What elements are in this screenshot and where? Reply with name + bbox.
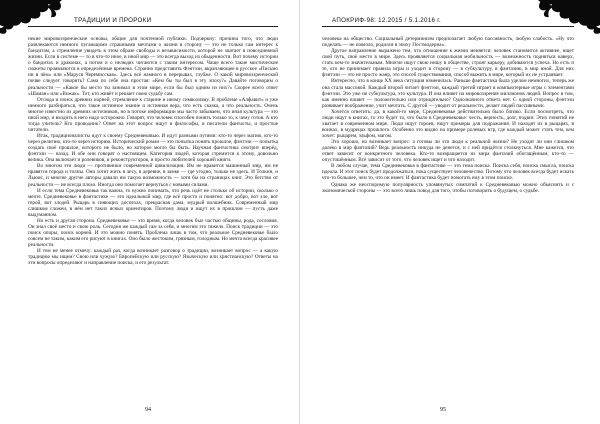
right-page: [300, 0, 600, 424]
body-text: [322, 36, 574, 412]
paragraph: И если тема Средневековья так важна, то нужно понимать, что речь идёт не столько об истории, сколько о мечте. Средневековье в фантастике — это идеальный мир, где всё просто и понятно: вот добро, вот зло, вот герой, вот злодей. Рыцарь в сияющих доспехах, прекрасная дама, мудрый волшебник. Современный мир слишком сложен, в нём нет таких ясных ориентиров. Поэтому люди и ищут их в прошлом — пусть даже выдуманном.: [28, 187, 278, 218]
body-text: [28, 36, 278, 412]
paragraph: Хочется ответить: да, в какой-то мере, Средневековье действительно было близко. Если посмотреть, что люди ищут в книгах, то это будет то, что было в Средневековье: честь, верность, долг, подвиг. Этих понятий не хватает в современном мире. Люди ищут героев, ищут примеры для подражания. И находят их в рыцарях, в воинах, в мудрецах прошлого. Особенно это видно на примере ролевых игр, где каждый может стать тем, кем хочет: рыцарем, эльфом, магом.: [322, 108, 574, 139]
paragraph: И тем не менее отмечу: каждый раз, когда возникает разговор о традиции, возникает вопрос — а какую традицию мы ищем? Свою или чужую? Европейскую или русскую? Языческую или христианскую? Ответы на эти вопросы определяют и направление поиска, и его результат.: [28, 248, 278, 267]
paragraph: Но есть и другая сторона. Средневековье — это время, когда человек был частью общины, рода, сословия. Он знал своё место и свою роль. Сегодня же каждый сам за себя, и многим это тяжело. Поиск традиции — это поиск опоры, поиск корней. И это можно понять. Проблема лишь в том, что реальное Средневековье было совсем не таким, каким его рисуют в книгах. Оно было жестоким, грязным, голодным. Но мечта всегда красивее реальности.: [28, 217, 278, 249]
paragraph: Итак, традиционалисты идут к своему Средневековью. И идут разными путями: кто-то через магию, кто-то через религию, кто-то через историю. Исторический роман — это попытка понять прошлое, фэнтэзи — попытка создать своё прошлое, которого не было, но которое могло бы быть. Научная фантастика смотрит вперёд, фэнтэзи — назад. И обе они говорят о настоящем. Категория людей, которая стремится к этому, довольно велика. Она включает и ролевиков, и реконструкторов, и просто любителей хорошей книги.: [28, 133, 278, 164]
page-number: 94: [145, 407, 151, 413]
paragraph: Однако же неоспоримую популярность упомянутых симпатий к Средневековью можно объяснить и с экономической стороны — это всего лишь повод для того, чтобы поговорить о будущем, о судьбе.: [322, 181, 574, 194]
paragraph: некие мировоззренческие основы, общие для почтенной публики. Подчеркну: причина того, что люди развлекаются немного пугающими страшными мечтами о жизни в сторону — это не только сам интерес к бандитам, а стремление увидеть в этом образе свободы и независимости, которой не хватает в повседневной жизни. Если в системе — то в что-то иное, в иной мир — это всегда выход из обыденности. Вот почему истории о бандитах и драконах, а потом и о нелюдях читаются с таким интересом. Чаще всего такие мистические сюжеты проявляются в определённые времена. Странно представить Фэнтэзи, вкрапляющее в русское «Письмо ни в чём» или «Маруся Черемисская». Здесь всё намного в перерывах, глубже. О какой мировоззренческой почве следует говорить? Сама по себе она простая: «Кем бы ты был в эту эпоху?» Давайте поговорим о реальности — «Какое бы место ты занимал в этом мире, если бы был одним из них?» Скорее всего ответ «Шаман» или «Вожак». Тот, кто живёт и решает свою судьбу сам.: [28, 36, 278, 97]
page-number: 95: [440, 407, 446, 413]
paragraph: Это хорошо, но возникает вопрос: а готовы ли эти люди к реальной жизни? Не уходят ли они слишком далеко в мир фантазий? Ведь реальность никуда не денется, и с ней придётся столкнуться. Мне кажется, что ответ зависит от конкретного человека. Кто-то возвращается из мира фантазий обогащённым, кто-то — опустошённым. Всё зависит от того, что человек ищет и что находит.: [322, 139, 574, 164]
paragraph: Интересно, что в конце XX века ситуация изменилась. Раньше фантастика была уделом немногих, теперь же она стала массовой. Каждый второй читает фэнтэзи, каждый третий играет в компьютерные игры с элементами фэнтэзи. Это уже не субкультура, это культура. И она влияет на мировоззрение миллионов людей. Вопрос в том, как именно влияет — положительно или отрицательно? Однозначного ответа нет. С одной стороны, фэнтэзи развивает воображение, учит мечтать. С другой — уводит от реальности, делает людей пассивными.: [322, 78, 574, 109]
header-rule: [28, 26, 278, 27]
running-head: ТРАДИЦИИ И ПРОРОКИ: [74, 17, 152, 24]
paragraph: В любом случае, тема Средневековья в фантастике — это тема поиска. Поиска себя, поиска смысла, поиска идеала. И этот поиск будет продолжаться, пока существует человечество. Потому что человек всегда будет искать что-то большее, чем то, что он имеет. И фантастика будет помогать ему в этом поиске.: [322, 163, 574, 182]
paragraph: человека на общество. Социальный детерминизм предполагает любую пассивность, любую слабость. «Ну что поделать — не повезло, родился в эпоху Постмодерна».: [322, 36, 574, 49]
paragraph: Во многом эти люди — противники современной цивилизации. Им не нравится машинный мир, им не нравятся города и толпы. Они хотят жить в лесу, в деревне, в замке — где угодно, только не здесь. И Толкин, и Льюис, и многие другие авторы давали им такую возможность — хотя бы на страницах книг. Это бегство от реальности — не всегда плохо. Иногда оно помогает вернуться с новыми силами.: [28, 163, 278, 188]
header-rule: [322, 26, 574, 27]
paragraph: Отсюда и поиск древних корней, стремление к старине и иному символизму. В проблеме «Алфавит» и уже немного разбираться, что такое истинное знание и истинная вера, что есть сказка, а что реальность. Очень многое известно из древних источников, но в потоке информации мы часто забываем, что иная культура — это иной мир, и входить в него надо осторожно. Говорят, что человек способен понять только то, к чему готов. А кто тогда учитель? Кто проводник? Ответ на этот вопрос ищут и философы, и писатели фантасты, и простые читатели.: [28, 96, 278, 133]
paragraph: Другое направление выражено тем, что отношение к жизни меняется: человек становится активнее, ищет свой путь, своё место в мире. Здесь проявляется социальная мобильность — возможность подняться наверх, стать кем-то значительным. Многие ищут свою нишу в обществе, строят карьеру, добиваются успеха. Но есть и те, кто не принимает правила игры и уходит в сторону — в субкультуру, в фантазию, в мир иной. Для них фэнтэзи — это не просто жанр, это способ существования, способ выжить в мире, который их не устраивает.: [322, 48, 574, 79]
running-head: АПОКРИФ-98: 12.2015 / 5.1.2016 г.: [332, 17, 442, 24]
